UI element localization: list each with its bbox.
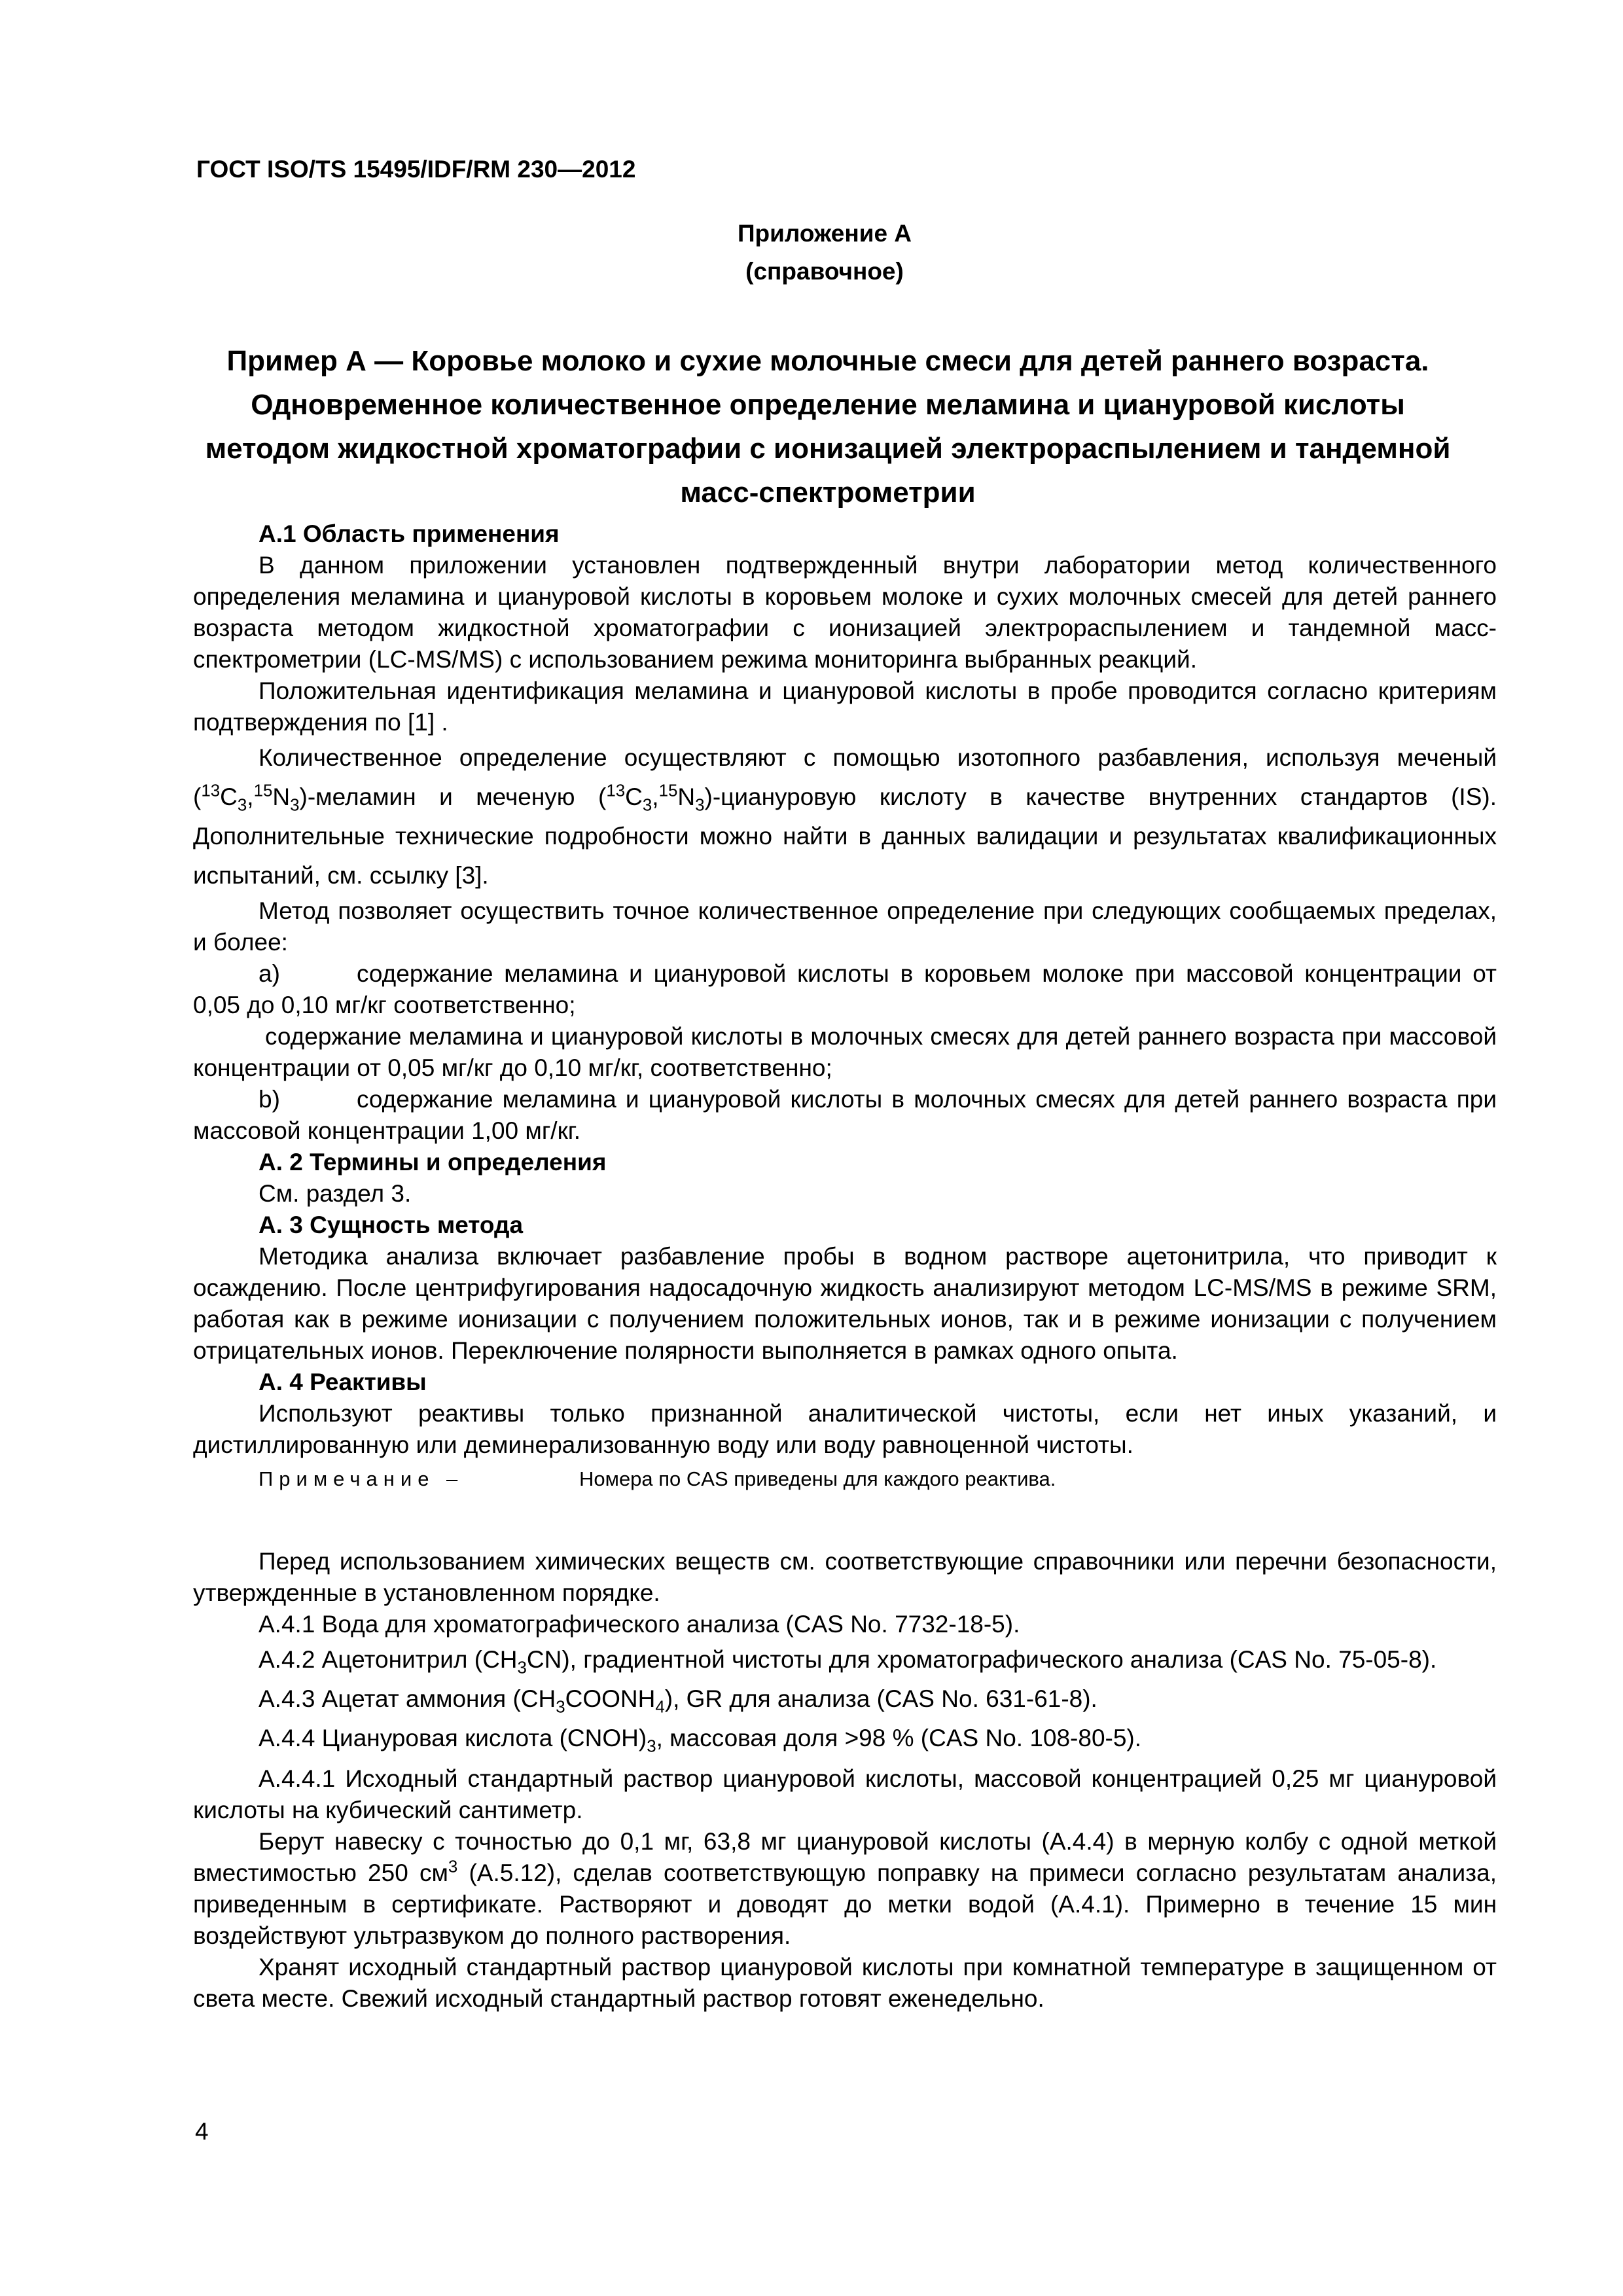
item-a443: А.4.3 Ацетат аммония $(CH_3COONH_4)$, GR для анализа (CAS No. 631-61-8).	[259, 1685, 1097, 1717]
note	[193, 1463, 1497, 1495]
paragraph: Метод позволяет осуществить точное количественное определение при следующих сообщаемых пределах, и более:	[193, 897, 1497, 956]
note-label: Примечание –	[259, 1467, 464, 1490]
list-marker: b)	[259, 1086, 280, 1113]
list-item-a-continued: содержание меламина и циануровой кислоты в молочных смесях для детей раннего возраста при массовой концентрации от 0,05 мг/кг до 0,10 мг/кг, соответственно;	[193, 1023, 1497, 1081]
annex-title: Приложение А	[737, 220, 912, 247]
note-text: Номера по CAS приведены для каждого реактива.	[579, 1467, 1056, 1490]
paragraph-preparation: Берут навеску с точностью до 0,1 мг, 63,8 мг циануровой кислоты (А.4.4) в мерную колбу с одной меткой вместимостью 250 $см^3$ (А.5.12), сделав соответствующую поправку на примеси согласно результатам анализа, приведенным в сертификате. Растворяют и доводят до метки водой (А.4.1). Примерно в течение 15 мин воздействуют ультразвуком до полного растворения.	[193, 1828, 1497, 1949]
list-marker: a)	[259, 960, 280, 987]
section-a2-heading: А. 2 Термины и определения	[259, 1149, 607, 1175]
paragraph: Методика анализа включает разбавление пробы в водном растворе ацетонитрила, что приводит к осаждению. После центрифугирования надосадочную жидкость анализируют методом LC-MS/MS в режиме SRM, работая как в режиме ионизации с получением положительных ионов, так и в режиме ионизации с получением отрицательных ионов. Переключение полярности выполняется в рамках одного опыта.	[193, 1243, 1497, 1364]
list-item-a: a) содержание меламина и циануровой кислоты в коровьем молоке при массовой концентрации от 0,05 до 0,10 мг/кг соответственно;	[193, 958, 1497, 1021]
paragraph: Используют реактивы только признанной аналитической чистоты, если нет иных указаний, и дистиллированную или деминерализованную воду или воду равноценной чистоты.	[193, 1400, 1497, 1458]
paragraph: Положительная идентификация меламина и циануровой кислоты в пробе проводится согласно критериям подтверждения по [1] .	[193, 677, 1497, 736]
paragraph: В данном приложении установлен подтвержденный внутри лаборатории метод количественного определения меламина и циануровой кислоты в коровьем молоке и сухих молочных смесей для детей раннего возраста методом жидкостной хроматографии с ионизацией электрораспылением и тандемной масс-спектрометрии (LC-MS/MS) с использованием режима мониторинга выбранных реакций.	[193, 552, 1497, 673]
annex-status: (справочное)	[745, 258, 904, 285]
section-a1-heading: А.1 Область применения	[259, 520, 560, 547]
document-body	[193, 518, 1497, 2015]
list-item-b: b) содержание меламина и циануровой кислоты в молочных смесях для детей раннего возраста при массовой концентрации 1,00 мг/кг.	[193, 1084, 1497, 1147]
item-a444: А.4.4 Циануровая кислота $(CNOH)_3$, массовая доля >98 % (CAS No. 108-80-5).	[259, 1725, 1142, 1756]
item-a441: А.4.1 Вода для хроматографического анализа (CAS No. 7732-18-5).	[259, 1611, 1020, 1638]
document-header: ГОСТ ISO/TS 15495/IDF/RM 230—2012	[196, 156, 636, 183]
section-a4-heading: А. 4 Реактивы	[259, 1369, 427, 1395]
page-number: 4	[195, 2118, 209, 2145]
annex-heading	[687, 215, 962, 291]
item-a442: А.4.2 Ацетонитрил $(CH_3CN)$, градиентной чистоты для хроматографического анализа (CAS No. 75-05-8).	[259, 1646, 1437, 1677]
paragraph: См. раздел 3.	[259, 1180, 412, 1207]
paragraph-isotope: Количественное определение осуществляют с помощью изотопного разбавления, используя меченый $(^{13}C_3,^{15}N_3)$-меламин и меченую $(^{13}C_3,^{15}N_3)$-циануровую кислоту в качестве внутренних стандартов (IS). Дополнительные технические подробности можно найти в данных валидации и результатах квалификационных испытаний, см. ссылку [3].	[193, 744, 1497, 889]
section-a3-heading: А. 3 Сущность метода	[259, 1211, 524, 1238]
item-a4441: А.4.4.1 Исходный стандартный раствор циануровой кислоты, массовой концентрацией 0,25 мг циануровой кислоты на кубический сантиметр.	[193, 1765, 1497, 1823]
example-title: Пример А — Коровье молоко и сухие молочные смеси для детей раннего возраста. Одновременное количественное определение меламина и циануровой кислоты методом жидкостной хроматографии с ионизацией электрораспылением и тандемной масс-спектрометрии	[205, 345, 1451, 509]
paragraph-storage: Хранят исходный стандартный раствор циануровой кислоты при комнатной температуре в защищенном от света месте. Свежий исходный стандартный раствор готовят еженедельно.	[193, 1954, 1497, 2012]
paragraph: Перед использованием химических веществ см. соответствующие справочники или перечни безопасности, утвержденные в установленном порядке.	[193, 1548, 1497, 1606]
